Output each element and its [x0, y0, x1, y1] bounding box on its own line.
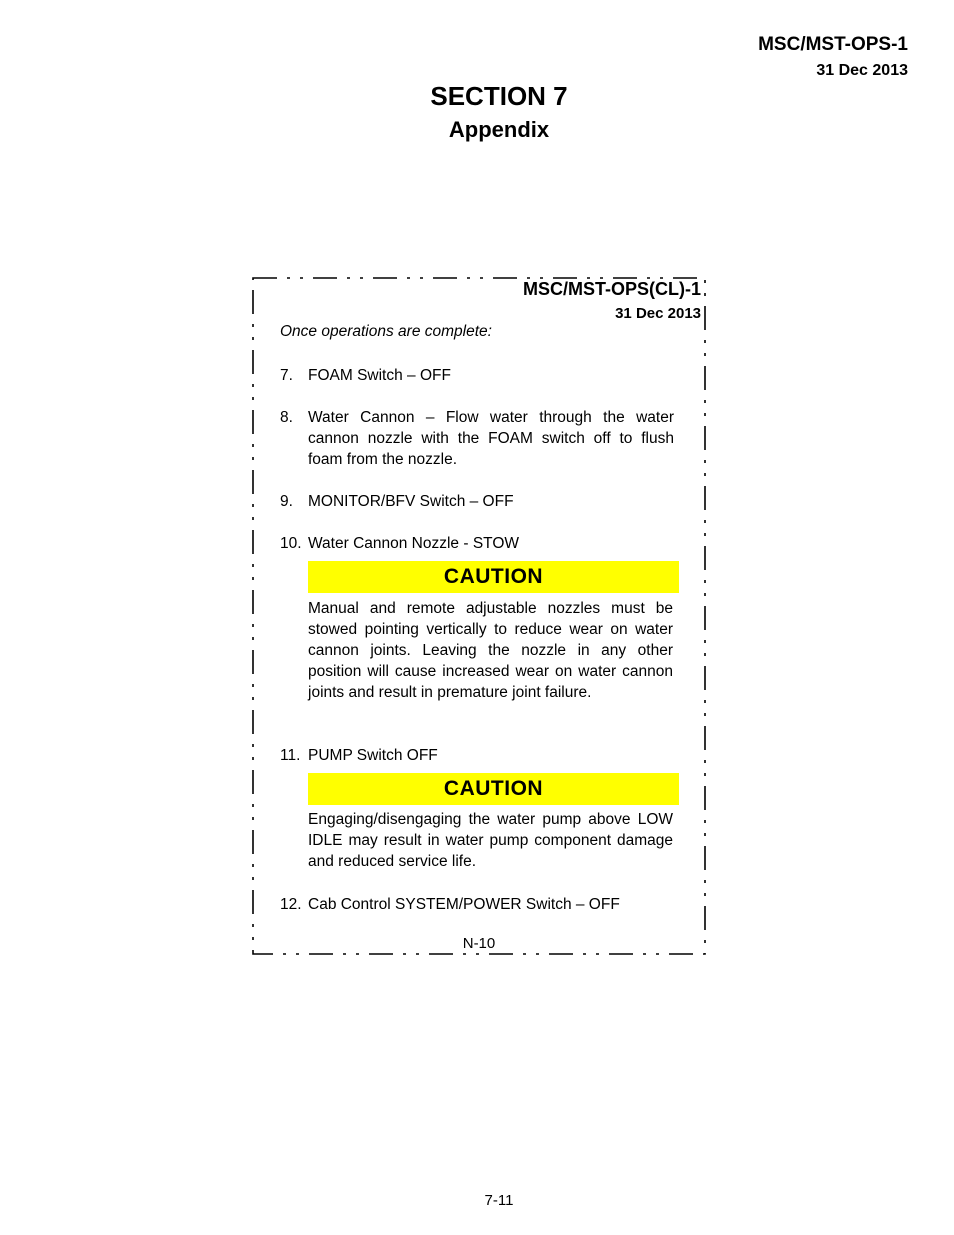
card-doc-id: MSC/MST-OPS(CL)-1: [523, 279, 701, 299]
page-number: 7-11: [484, 1192, 514, 1209]
step-text: Water Cannon Nozzle - STOW: [308, 535, 520, 552]
checklist-card: [252, 277, 706, 955]
step-8: [280, 407, 674, 470]
step-11: [280, 745, 674, 766]
step-9: [280, 491, 674, 512]
step-text: Water Cannon – Flow water through the water cannon nozzle with the FOAM switch off to flush foam from the nozzle.: [308, 409, 674, 468]
section-subtitle: Appendix: [448, 117, 550, 142]
caution-text-1: Manual and remote adjustable nozzles must be stowed pointing vertically to reduce wear on water cannon joints. Leaving the nozzle in any other position will cause increased wear on water cannon joints and result in premature joint failure.: [308, 600, 673, 701]
caution-banner-1: CAUTION: [308, 561, 679, 593]
step-text: PUMP Switch OFF: [308, 747, 438, 764]
step-12: [280, 894, 674, 915]
card-date: 31 Dec 2013: [615, 305, 701, 322]
step-number: 8.: [280, 409, 293, 426]
header-date: 31 Dec 2013: [816, 62, 908, 79]
step-number: 9.: [280, 493, 293, 510]
card-page-number: N-10: [462, 935, 496, 952]
step-text: FOAM Switch – OFF: [308, 367, 451, 384]
step-number: 10.: [280, 535, 302, 552]
step-7: [280, 365, 674, 386]
section-title: SECTION 7: [430, 81, 568, 111]
header-doc-id: MSC/MST-OPS-1: [758, 34, 908, 55]
caution-banner-2: CAUTION: [308, 773, 679, 805]
caution-text-2: Engaging/disengaging the water pump above LOW IDLE may result in water pump component damage and reduced service life.: [308, 811, 673, 870]
step-number: 11.: [280, 747, 301, 764]
step-number: 12.: [280, 896, 302, 913]
step-text: MONITOR/BFV Switch – OFF: [308, 493, 514, 510]
step-text: Cab Control SYSTEM/POWER Switch – OFF: [308, 896, 620, 913]
step-number: 7.: [280, 367, 293, 384]
card-intro: Once operations are complete:: [280, 323, 492, 340]
step-10: [280, 533, 674, 554]
